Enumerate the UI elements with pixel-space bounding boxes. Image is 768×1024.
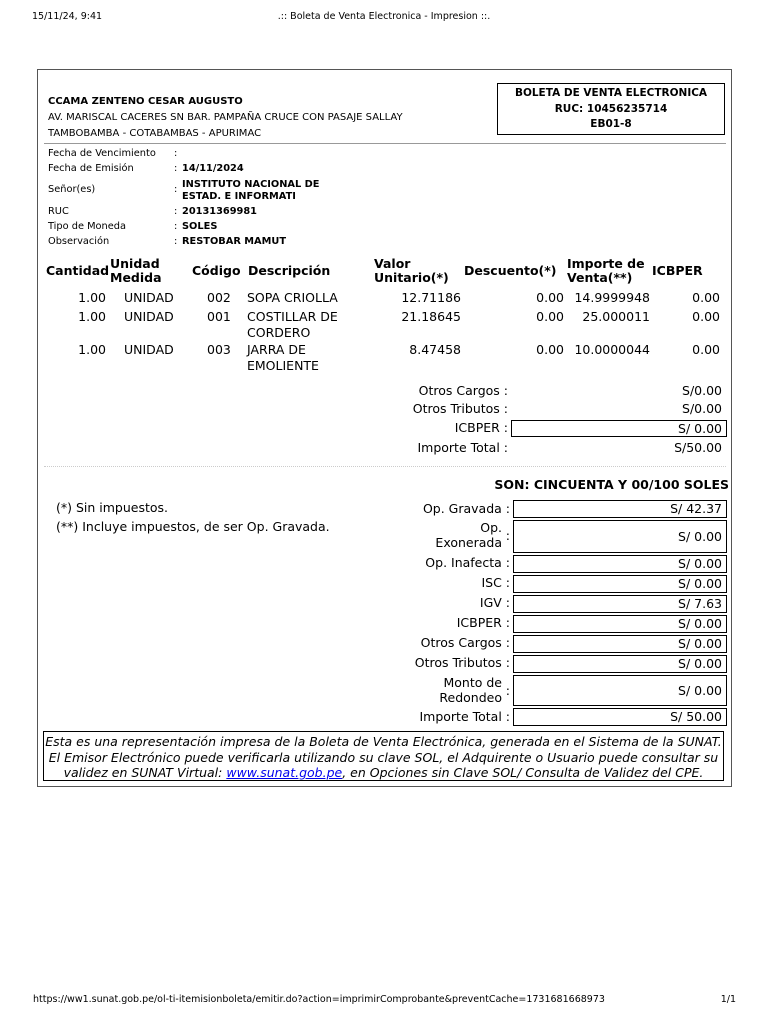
summary-icbper-label: ICBPER : xyxy=(456,615,510,630)
cell-icbper: 0.00 xyxy=(692,342,720,357)
cell-valor: 21.18645 xyxy=(401,309,461,324)
cell-valor: 12.71186 xyxy=(401,290,461,305)
observacion-value: RESTOBAR MAMUT xyxy=(182,236,287,247)
cell-descripcion-line-1: JARRA DE xyxy=(247,342,306,357)
colon: : xyxy=(505,683,510,698)
cell-cantidad: 1.00 xyxy=(78,309,106,324)
subtotal-icbper-value: S/ 0.00 xyxy=(511,420,727,437)
legal-note xyxy=(43,731,724,781)
summary-exonerada-label-line-1: Op. xyxy=(480,520,502,535)
summary-total-label: Importe Total : xyxy=(419,709,510,724)
col-header-icbper: ICBPER xyxy=(652,263,703,278)
colon: : xyxy=(174,236,178,247)
summary-isc-label: ISC : xyxy=(481,575,510,590)
moneda-label: Tipo de Moneda xyxy=(48,221,126,232)
cell-codigo: 002 xyxy=(207,290,231,305)
emision-value: 14/11/2024 xyxy=(182,163,244,174)
cell-valor: 8.47458 xyxy=(409,342,461,357)
cell-importe: 14.9999948 xyxy=(574,290,650,305)
emision-label: Fecha de Emisión xyxy=(48,163,134,174)
print-page-number: 1/1 xyxy=(720,994,736,1005)
colon: : xyxy=(174,163,178,174)
observacion-label: Observación xyxy=(48,236,110,247)
moneda-value: SOLES xyxy=(182,221,218,232)
colon: : xyxy=(174,221,178,232)
cell-codigo: 003 xyxy=(207,342,231,357)
summary-redondeo-label xyxy=(398,675,502,705)
section-divider xyxy=(44,466,726,467)
cell-descripcion-line-2: EMOLIENTE xyxy=(247,358,319,373)
col-header-importe-line-2: Venta(**) xyxy=(567,270,633,285)
boleta-ruc: RUC: 10456235714 xyxy=(554,102,668,115)
colon: : xyxy=(505,528,510,543)
cell-descripcion-line-2: CORDERO xyxy=(247,325,311,340)
summary-total-value: S/ 50.00 xyxy=(513,708,727,726)
col-header-descripcion: Descripción xyxy=(248,263,331,278)
subtotal-otros-tributos-value: S/0.00 xyxy=(682,401,722,416)
cell-unidad: UNIDAD xyxy=(124,309,174,324)
print-page-title: .:: Boleta de Venta Electronica - Impresion ::. xyxy=(277,11,491,22)
summary-otros-tributos-label: Otros Tributos : xyxy=(414,655,510,670)
summary-gravada-label: Op. Gravada : xyxy=(422,501,510,516)
colon: : xyxy=(174,148,178,159)
summary-isc-value: S/ 0.00 xyxy=(513,575,727,593)
col-header-unidad-line-1: Unidad xyxy=(110,256,160,271)
sunat-link[interactable]: www.sunat.gob.pe xyxy=(226,765,343,780)
print-datetime: 15/11/24, 9:41 xyxy=(32,11,103,22)
cell-importe: 10.0000044 xyxy=(574,342,650,357)
ruc-label: RUC xyxy=(48,206,69,217)
issuer-address-line-1: AV. MARISCAL CACERES SN BAR. PAMPAÑA CRUCE CON PASAJE SALLAY xyxy=(48,112,403,123)
subtotal-importe-total-value: S/50.00 xyxy=(674,440,722,455)
cell-icbper: 0.00 xyxy=(692,309,720,324)
subtotal-otros-cargos-label: Otros Cargos : xyxy=(418,383,508,398)
col-header-importe-line-1: Importe de xyxy=(567,256,645,271)
subtotal-otros-cargos-value: S/0.00 xyxy=(682,383,722,398)
cell-descuento: 0.00 xyxy=(536,290,564,305)
senor-label: Señor(es) xyxy=(48,184,96,195)
issuer-address-line-2: TAMBOBAMBA - COTABAMBAS - APURIMAC xyxy=(48,128,262,139)
summary-inafecta-value: S/ 0.00 xyxy=(513,555,727,573)
note-incluye-impuestos: (**) Incluye impuestos, de ser Op. Gravada. xyxy=(56,519,330,534)
summary-redondeo-label-line-1: Monto de xyxy=(443,675,502,690)
subtotal-otros-tributos-label: Otros Tributos : xyxy=(412,401,508,416)
summary-igv-label: IGV : xyxy=(479,595,510,610)
cell-descuento: 0.00 xyxy=(536,309,564,324)
note-sin-impuestos: (*) Sin impuestos. xyxy=(56,500,169,515)
issuer-name: CCAMA ZENTENO CESAR AUGUSTO xyxy=(48,96,243,107)
summary-otros-tributos-value: S/ 0.00 xyxy=(513,655,727,673)
summary-icbper-value: S/ 0.00 xyxy=(513,615,727,633)
colon: : xyxy=(174,206,178,217)
boleta-title: BOLETA DE VENTA ELECTRONICA xyxy=(514,87,708,99)
col-header-cantidad: Cantidad xyxy=(46,263,110,278)
boleta-number: EB01-8 xyxy=(590,118,632,130)
cell-descripcion-line-1: COSTILLAR DE xyxy=(247,309,338,324)
print-url: https://ww1.sunat.gob.pe/ol-ti-itemisionboleta/emitir.do?action=imprimirComprobante&preventCache=1731681668973 xyxy=(33,994,605,1005)
senor-value-line-2: ESTAD. E INFORMATI xyxy=(182,191,296,202)
summary-redondeo-value: S/ 0.00 xyxy=(513,675,727,706)
summary-exonerada-value: S/ 0.00 xyxy=(513,520,727,553)
summary-otros-cargos-value: S/ 0.00 xyxy=(513,635,727,653)
amount-in-words: SON: CINCUENTA Y 00/100 SOLES xyxy=(494,477,729,492)
col-header-importe xyxy=(567,257,645,285)
summary-inafecta-label: Op. Inafecta : xyxy=(425,555,510,570)
colon: : xyxy=(174,184,178,195)
col-header-descuento: Descuento(*) xyxy=(464,263,557,278)
legal-note-text-end: , en Opciones sin Clave SOL/ Consulta de Validez del CPE. xyxy=(342,765,704,780)
summary-redondeo-label-line-2: Redondeo xyxy=(439,690,502,705)
col-header-unidad-line-2: Medida xyxy=(110,270,162,285)
summary-igv-value: S/ 7.63 xyxy=(513,595,727,613)
customer-info xyxy=(38,70,733,270)
cell-descripcion-line-1: SOPA CRIOLLA xyxy=(247,290,338,305)
senor-value-line-1: INSTITUTO NACIONAL DE xyxy=(182,179,320,190)
ruc-value: 20131369981 xyxy=(182,206,257,217)
col-header-valor-line-2: Unitario(*) xyxy=(374,270,449,285)
cell-unidad: UNIDAD xyxy=(124,290,174,305)
subtotal-icbper-label: ICBPER : xyxy=(454,420,508,435)
cell-cantidad: 1.00 xyxy=(78,290,106,305)
col-header-unidad xyxy=(110,257,162,285)
col-header-valor xyxy=(374,257,449,285)
col-header-codigo: Código xyxy=(192,263,241,278)
cell-cantidad: 1.00 xyxy=(78,342,106,357)
cell-unidad: UNIDAD xyxy=(124,342,174,357)
legal-note-text: Esta es una representación impresa de la Boleta de Venta Electrónica, generada en el Sistema de la SUNAT. El Emisor Electrónico puede verificarla utilizando su clave SOL, el Adquirente o Usuario puede consultar su validez en SUNAT Virtual: xyxy=(45,734,722,780)
summary-otros-cargos-label: Otros Cargos : xyxy=(420,635,510,650)
vencimiento-label: Fecha de Vencimiento xyxy=(48,148,156,159)
summary-exonerada-label xyxy=(398,520,502,550)
cell-importe: 25.000011 xyxy=(582,309,650,324)
col-header-valor-line-1: Valor xyxy=(374,256,411,271)
summary-gravada-value: S/ 42.37 xyxy=(513,500,727,518)
cell-codigo: 001 xyxy=(207,309,231,324)
subtotal-importe-total-label: Importe Total : xyxy=(417,440,508,455)
cell-icbper: 0.00 xyxy=(692,290,720,305)
boleta-document xyxy=(37,69,732,787)
summary-exonerada-label-line-2: Exonerada xyxy=(435,535,502,550)
cell-descuento: 0.00 xyxy=(536,342,564,357)
